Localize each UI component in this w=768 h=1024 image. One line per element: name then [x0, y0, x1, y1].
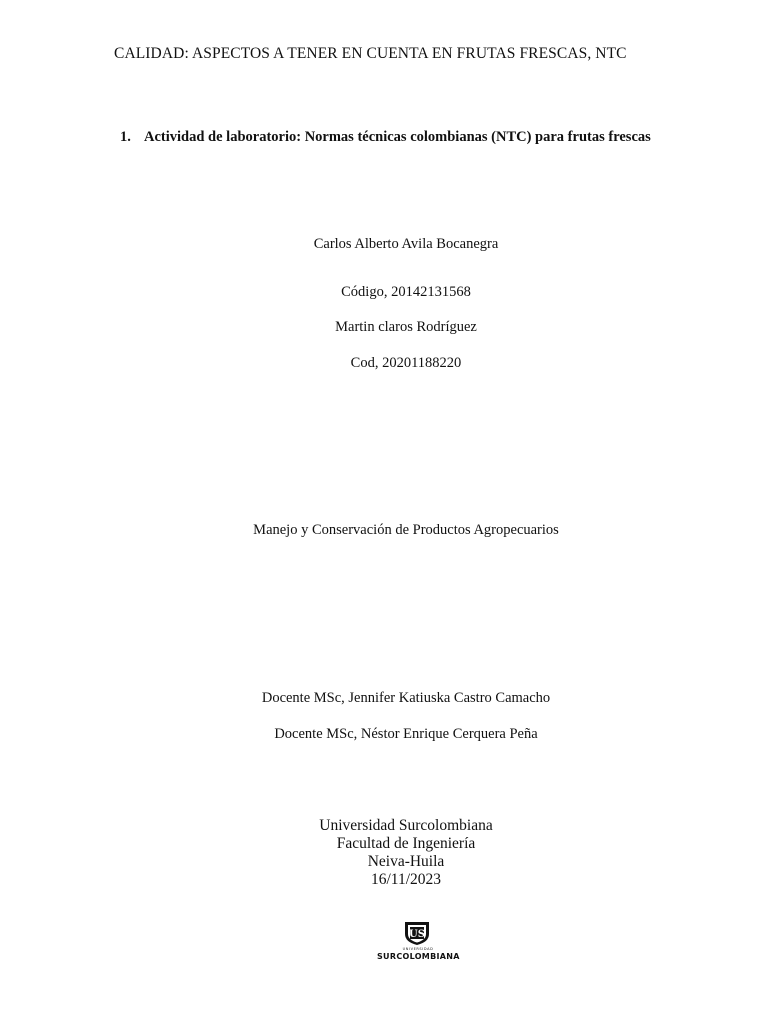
- teacher1: Docente MSc, Jennifer Katiuska Castro Camacho: [261, 690, 551, 706]
- section-heading: [120, 129, 651, 146]
- document-header: CALIDAD: ASPECTOS A TENER EN CUENTA EN FRUTAS FRESCAS, NTC: [114, 45, 627, 62]
- institution-block: [0, 817, 768, 889]
- course-name: Manejo y Conservación de Productos Agropecuarios: [253, 522, 559, 538]
- shield-icon: [403, 920, 431, 946]
- university-name: Universidad Surcolombiana: [319, 817, 493, 834]
- author2-name: Martin claros Rodríguez: [335, 319, 477, 335]
- author1-name: Carlos Alberto Avila Bocanegra: [313, 236, 499, 252]
- author2-code: Cod, 20201188220: [350, 355, 462, 371]
- section-title: Actividad de laboratorio: Normas técnicas colombianas (NTC) para frutas frescas: [144, 129, 651, 145]
- author1-code: Código, 20142131568: [341, 284, 471, 300]
- faculty-name: Facultad de Ingeniería: [336, 835, 476, 852]
- logo-letters: US: [409, 929, 425, 940]
- logo-name: SURCOLOMBIANA: [377, 952, 460, 961]
- document-date: 16/11/2023: [370, 871, 442, 888]
- university-logo: [377, 920, 459, 964]
- section-number: 1.: [120, 129, 131, 145]
- teacher2: Docente MSc, Néstor Enrique Cerquera Peña: [274, 726, 538, 742]
- city-name: Neiva-Huila: [367, 853, 445, 870]
- logo-small-text: UNIVERSIDAD: [402, 947, 434, 951]
